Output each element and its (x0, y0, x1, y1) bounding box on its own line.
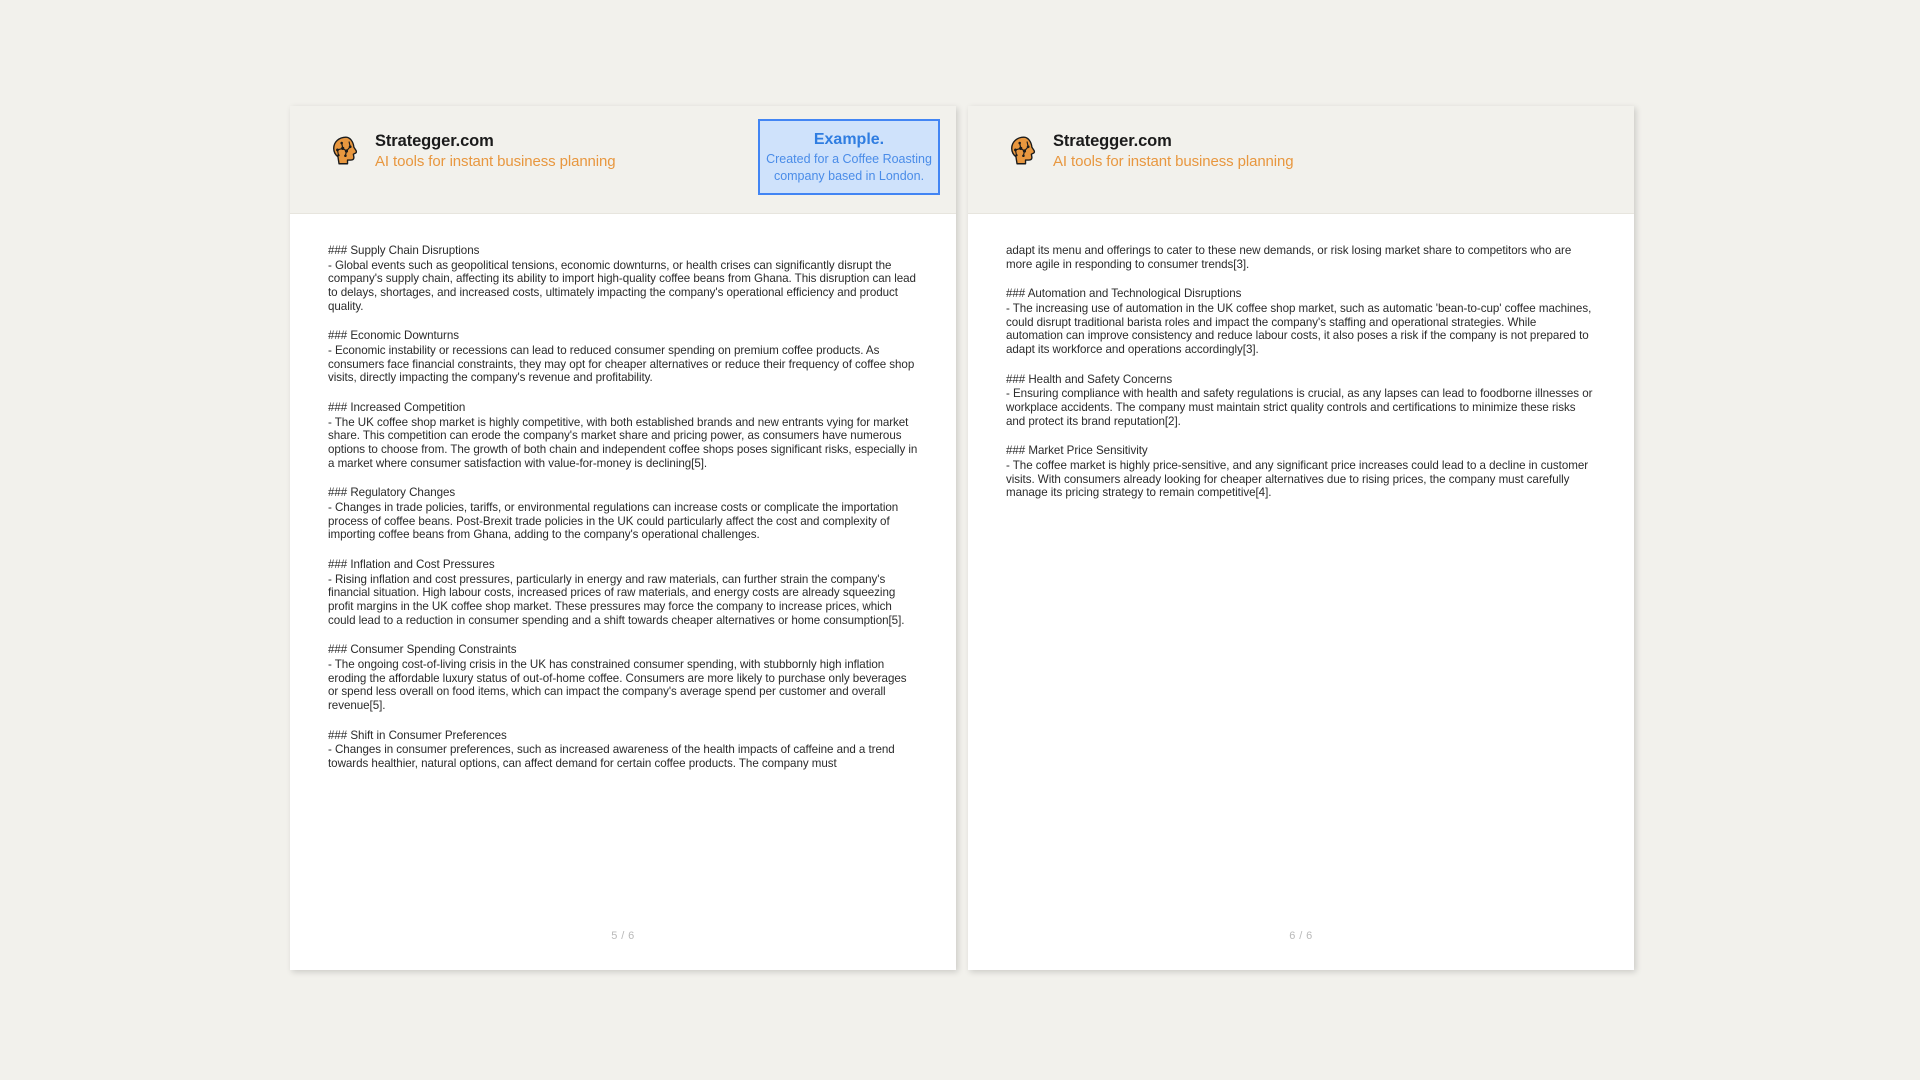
brand-logo[interactable] (1008, 132, 1294, 170)
document-page-5[interactable] (290, 106, 956, 970)
section-paragraph: - Changes in trade policies, tariffs, or environmental regulations can increase costs or complicate the importation process of coffee beans. Post-Brexit trade policies in the UK could particularly affect the cost and complexity of importing coffee beans from Ghana, adding to the company's operational challenges. (328, 501, 899, 542)
section-heading: ### Inflation and Cost Pressures (328, 558, 495, 572)
brand-name: Strategger.com (1053, 132, 1172, 150)
brand-logo[interactable] (330, 132, 616, 170)
section-heading: ### Health and Safety Concerns (1006, 372, 1173, 386)
example-callout-title: Example. (813, 131, 885, 148)
section-paragraph: - Ensuring compliance with health and safety regulations is crucial, as any lapses can lead to foodborne illnesses or workplace accidents. The company must maintain strict quality controls and certifications to minimize these risks and protect its brand reputation[2]. (1006, 387, 1593, 428)
section-paragraph: - Economic instability or recessions can lead to reduced consumer spending on premium coffee products. As consumers face financial constraints, they may opt for cheaper alternatives or reduce their frequency of coffee shop visits, directly impacting the company's revenue and profitability. (328, 344, 915, 385)
section-paragraph: - Changes in consumer preferences, such as increased awareness of the health impacts of caffeine and a trend towards healthier, natural options, can affect demand for certain coffee products. The company must (328, 743, 895, 771)
document-section (1006, 373, 1596, 429)
document-section (328, 244, 918, 313)
head-brain-network-icon (330, 134, 364, 168)
brand-tagline: AI tools for instant business planning (375, 152, 616, 170)
brand-tagline: AI tools for instant business planning (1053, 152, 1294, 170)
brand-name: Strategger.com (375, 132, 494, 150)
example-callout-period: . (879, 131, 885, 148)
document-section (328, 486, 918, 542)
document-page-6[interactable] (968, 106, 1634, 970)
page-body (290, 214, 956, 970)
section-paragraph: - The ongoing cost-of-living crisis in the UK has constrained consumer spending, with stubbornly high inflation eroding the affordable luxury status of out-of-home coffee. Consumers are more likely to purchase only beverages or spend less overall on food items, which can impact the company's average spend per customer and overall revenue[5]. (328, 658, 907, 713)
section-paragraph: - The increasing use of automation in the UK coffee shop market, such as automatic 'bean-to-cup' coffee machines, could disrupt traditional barista roles and impact the company's staffing and operational strategies. While automation can improve consistency and reduce labour costs, it also poses a risk if the company is not prepared to adapt its workforce and operations accordingly[3]. (1006, 302, 1592, 357)
document-section (328, 643, 918, 712)
section-heading: ### Regulatory Changes (328, 486, 456, 500)
page-number: 5 / 6 (611, 930, 635, 942)
document-section (328, 558, 918, 627)
section-heading: ### Economic Downturns (328, 329, 460, 343)
page-body (968, 214, 1634, 970)
document-section (328, 401, 918, 470)
page-number: 6 / 6 (1289, 930, 1313, 942)
brand-text (375, 132, 616, 170)
brand-text (1053, 132, 1294, 170)
document-section (328, 329, 918, 385)
head-brain-network-icon (1008, 134, 1042, 168)
section-heading: ### Consumer Spending Constraints (328, 643, 517, 657)
section-heading: ### Increased Competition (328, 401, 466, 415)
section-paragraph: - Rising inflation and cost pressures, particularly in energy and raw materials, can further strain the company's financial situation. High labour costs, increased prices of raw materials, and energy costs are already squeezing profit margins in the UK coffee shop market. These pressures may force the company to increase prices, which could lead to a reduction in consumer spending and a shift towards cheaper alternatives or home consumption[5]. (328, 572, 905, 627)
section-heading: ### Shift in Consumer Preferences (328, 728, 507, 742)
example-callout-subtitle-line2: company based in London. (773, 168, 925, 183)
document-section (1006, 244, 1596, 271)
section-heading: ### Supply Chain Disruptions (328, 244, 480, 257)
section-paragraph: adapt its menu and offerings to cater to these new demands, or risk losing market share to competitors who are more agile in responding to consumer trends[3]. (1006, 244, 1572, 271)
section-paragraph: - The UK coffee shop market is highly competitive, with both established brands and new entrants vying for market share. This competition can erode the company's market share and pricing power, as consumers have numerous options to choose from. The growth of both chain and independent coffee shops poses significant risks, especially in a market where consumer satisfaction with value-for-money is declining[5]. (328, 415, 918, 470)
section-paragraph: - The coffee market is highly price-sensitive, and any significant price increases could lead to a decline in customer visits. With consumers already looking for cheaper alternatives due to rising prices, the company must carefully manage its pricing strategy to remain competitive[4]. (1006, 459, 1589, 500)
example-callout-subtitle-line1: Created for a Coffee Roasting (766, 152, 932, 167)
section-paragraph: - Global events such as geopolitical tensions, economic downturns, or health crises can significantly disrupt the company's supply chain, affecting its ability to import high-quality coffee beans from Ghana. This disruption can lead to delays, shortages, and increased costs, ultimately impacting the company's operational efficiency and product quality. (328, 258, 916, 313)
document-section (1006, 444, 1596, 500)
document-section (1006, 287, 1596, 356)
section-heading: ### Market Price Sensitivity (1006, 444, 1148, 458)
page-header (968, 106, 1634, 214)
page-header (290, 106, 956, 214)
section-heading: ### Automation and Technological Disruptions (1006, 287, 1242, 301)
document-section (328, 729, 918, 771)
example-callout (758, 119, 940, 195)
